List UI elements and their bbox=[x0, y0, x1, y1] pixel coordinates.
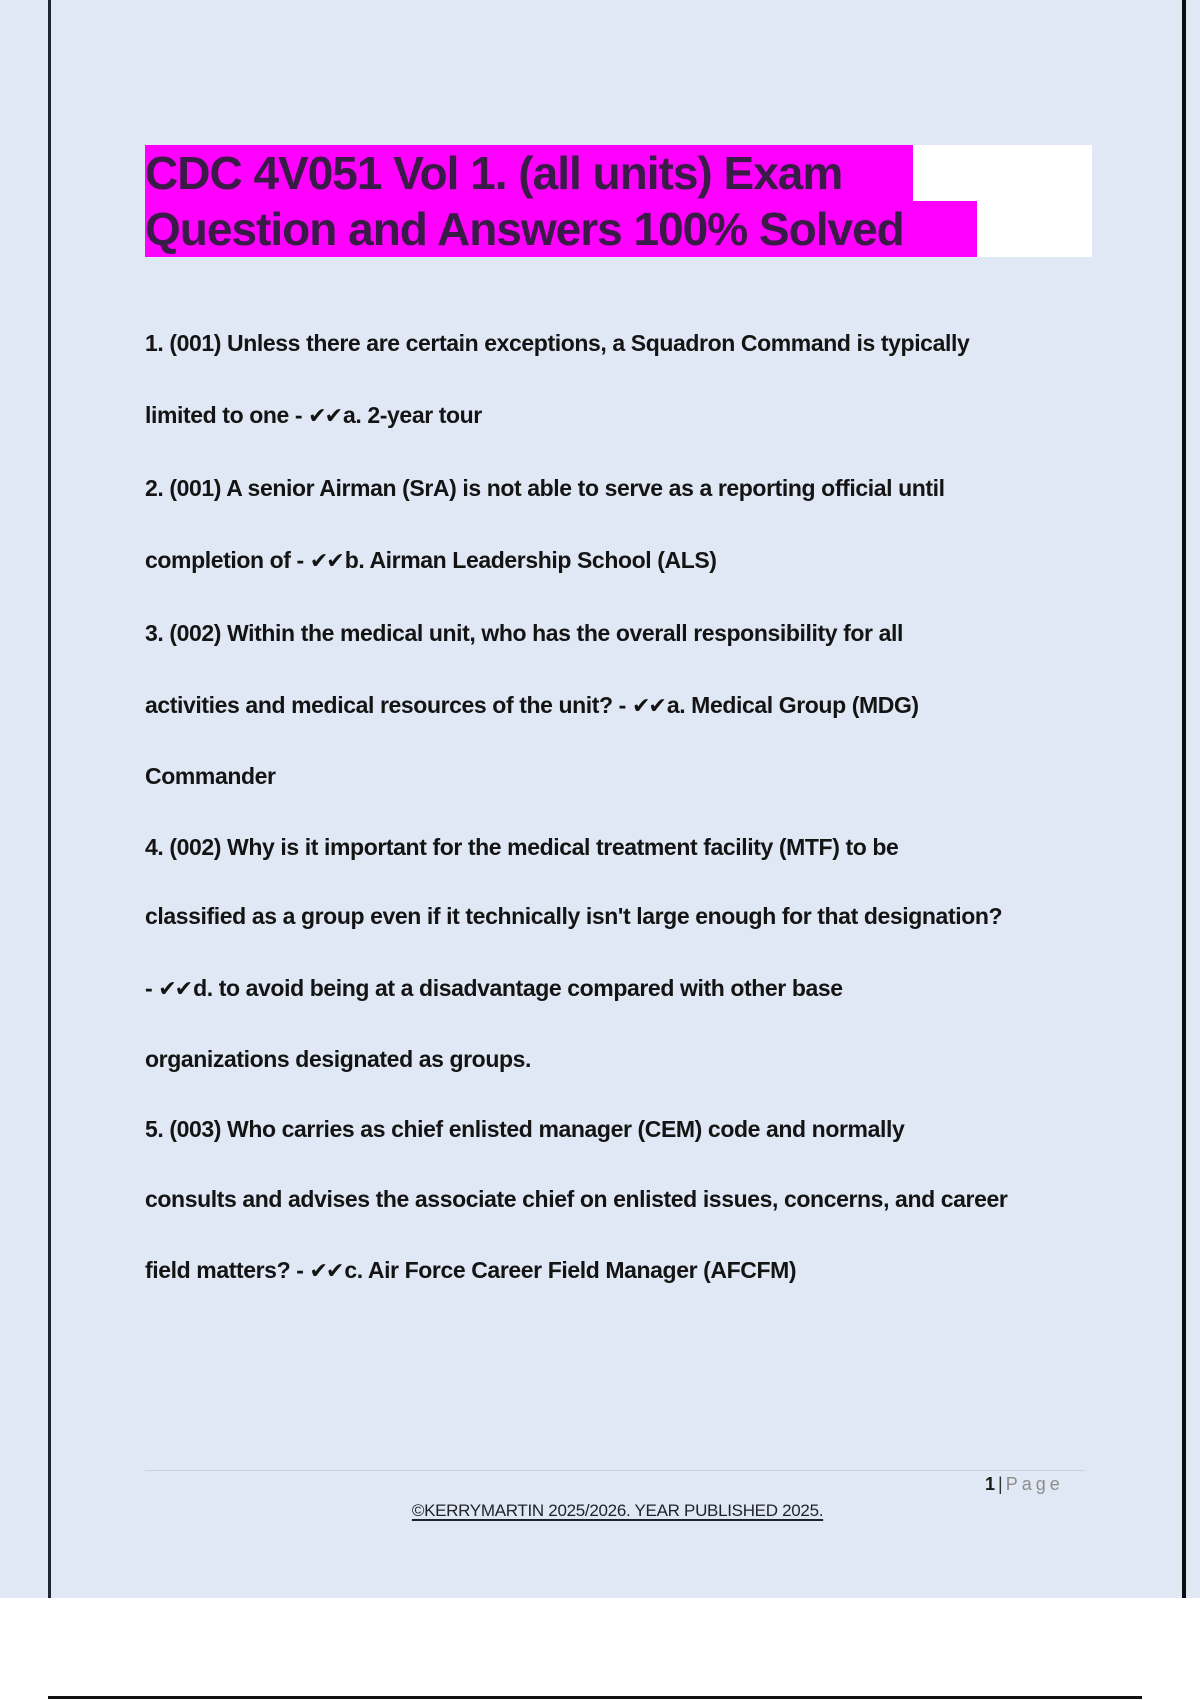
document-title-line-1: CDC 4V051 Vol 1. (all units) Exam bbox=[145, 145, 913, 201]
page-label: Page bbox=[1005, 1474, 1064, 1494]
line-text: consults and advises the associate chief on enlisted issues, concerns, and career bbox=[145, 1186, 1008, 1212]
line-text: 1. (001) Unless there are certain exceptions, a Squadron Command is typically bbox=[145, 330, 970, 356]
copyright-text: ©KERRYMARTIN 2025/2026. YEAR PUBLISHED 2025. bbox=[411, 1501, 824, 1520]
question-4-answer-line bbox=[145, 973, 1105, 1005]
double-checkmark-icon: ✔✔ bbox=[631, 694, 665, 719]
page-number bbox=[985, 1474, 1064, 1495]
question-3-line-1 bbox=[145, 618, 1105, 648]
line-text: 4. (002) Why is it important for the medical treatment facility (MTF) to be bbox=[145, 834, 899, 860]
line-prefix: completion of - bbox=[145, 547, 310, 573]
line-text: classified as a group even if it technically isn't large enough for that designation? bbox=[145, 903, 1003, 929]
answer-text: b. Airman Leadership School (ALS) bbox=[344, 547, 717, 573]
page-border-left bbox=[48, 0, 51, 1598]
answer-text: a. Medical Group (MDG) bbox=[666, 692, 919, 718]
question-2-answer-line bbox=[145, 545, 1105, 577]
question-2-line-1 bbox=[145, 473, 1105, 503]
question-4-line-2 bbox=[145, 901, 1105, 931]
line-text: 3. (002) Within the medical unit, who has the overall responsibility for all bbox=[145, 620, 903, 646]
question-5-line-1 bbox=[145, 1114, 1105, 1144]
page-bottom-rule bbox=[48, 1696, 1142, 1699]
page-number-value: 1 bbox=[985, 1474, 996, 1494]
question-4-line-1 bbox=[145, 832, 1105, 862]
question-1-answer-line bbox=[145, 400, 1105, 432]
footer-divider bbox=[145, 1470, 1085, 1471]
answer-text: d. to avoid being at a disadvantage compared with other base bbox=[193, 975, 843, 1001]
question-3-answer-continuation bbox=[145, 761, 1105, 791]
page-number-separator: | bbox=[998, 1474, 1003, 1494]
double-checkmark-icon: ✔✔ bbox=[158, 977, 192, 1002]
double-checkmark-icon: ✔✔ bbox=[309, 1259, 343, 1284]
line-prefix: field matters? - bbox=[145, 1257, 310, 1283]
double-checkmark-icon: ✔✔ bbox=[309, 549, 343, 574]
question-4-answer-continuation bbox=[145, 1044, 1105, 1074]
line-text: organizations designated as groups. bbox=[145, 1046, 532, 1072]
copyright-notice bbox=[0, 1501, 1200, 1521]
question-5-line-2 bbox=[145, 1184, 1105, 1214]
question-5-answer-line bbox=[145, 1255, 1105, 1287]
document-title-line-2: Question and Answers 100% Solved bbox=[145, 201, 977, 257]
answer-text: a. 2-year tour bbox=[343, 402, 482, 428]
line-prefix: - bbox=[145, 975, 159, 1001]
line-text: 2. (001) A senior Airman (SrA) is not able to serve as a reporting official until bbox=[145, 475, 945, 501]
double-checkmark-icon: ✔✔ bbox=[308, 404, 342, 429]
line-text: 5. (003) Who carries as chief enlisted manager (CEM) code and normally bbox=[145, 1116, 905, 1142]
page-border-right bbox=[1182, 0, 1186, 1598]
line-prefix: activities and medical resources of the unit? - bbox=[145, 692, 632, 718]
line-prefix: limited to one - bbox=[145, 402, 309, 428]
question-1-line-1 bbox=[145, 328, 1105, 358]
answer-text: c. Air Force Career Field Manager (AFCFM) bbox=[344, 1257, 797, 1283]
question-3-answer-line bbox=[145, 690, 1105, 722]
line-text: Commander bbox=[145, 763, 276, 789]
